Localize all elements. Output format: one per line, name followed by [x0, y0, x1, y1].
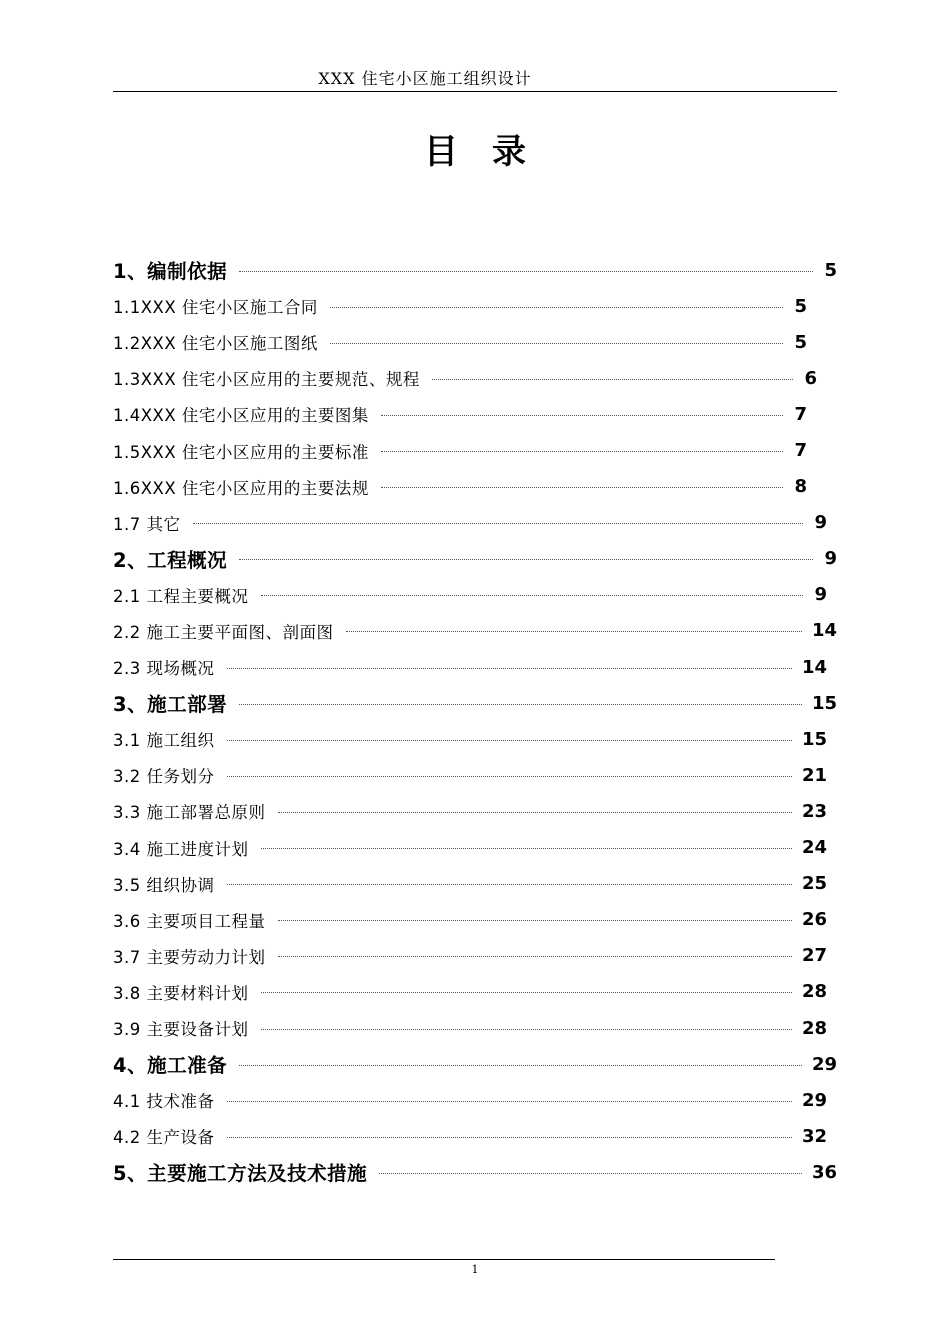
- toc-entry-label: 3.7 主要劳动力计划: [113, 947, 266, 967]
- page-title: 目录: [424, 132, 560, 172]
- toc-entry-label: 3.5 组织协调: [113, 875, 215, 895]
- toc-entry-label: 5、主要施工方法及技术措施: [113, 1162, 368, 1186]
- toc-dot-leader: [261, 595, 804, 596]
- toc-entry-label: 1.3XXX 住宅小区应用的主要规范、规程: [113, 370, 420, 390]
- toc-entry-label: 2.1 工程主要概况: [113, 586, 249, 606]
- toc-entry-label: 2.3 现场概况: [113, 659, 215, 679]
- toc-entry[interactable]: [113, 577, 837, 613]
- toc-entry-label: 1.1XXX 住宅小区施工合同: [113, 298, 318, 318]
- toc-entry-label: 1.4XXX 住宅小区应用的主要图集: [113, 406, 369, 426]
- toc-entry-page: 28: [801, 1017, 827, 1039]
- toc-entry[interactable]: [113, 613, 837, 649]
- toc-dot-leader: [346, 631, 802, 632]
- toc-entry[interactable]: [113, 938, 837, 974]
- toc-entry[interactable]: [113, 1010, 837, 1046]
- toc-dot-leader: [278, 956, 792, 957]
- toc-entry[interactable]: [113, 360, 837, 396]
- toc-dot-leader: [261, 992, 792, 993]
- toc-entry-page: 5: [794, 295, 807, 317]
- toc-entry[interactable]: [113, 252, 837, 288]
- toc-entry[interactable]: [113, 432, 837, 468]
- toc-dot-leader: [330, 307, 783, 308]
- toc-entry[interactable]: [113, 902, 837, 938]
- toc-entry[interactable]: [113, 830, 837, 866]
- toc-dot-leader: [432, 379, 793, 380]
- toc-entry-label: 3.8 主要材料计划: [113, 983, 249, 1003]
- toc-entry-page: 7: [794, 440, 807, 462]
- toc-dot-leader: [330, 343, 783, 344]
- toc-entry-label: 1.5XXX 住宅小区应用的主要标准: [113, 442, 369, 462]
- toc-entry-page: 21: [801, 764, 827, 786]
- toc-entry[interactable]: [113, 974, 837, 1010]
- toc-entry[interactable]: [113, 721, 837, 757]
- toc-entry[interactable]: [113, 1154, 837, 1190]
- toc-dot-leader: [381, 487, 783, 488]
- toc-dot-leader: [227, 740, 792, 741]
- header-rule: [113, 91, 837, 92]
- toc-entry-page: 28: [801, 981, 827, 1003]
- toc-entry-page: 29: [801, 1089, 827, 1111]
- toc-entry-page: 6: [804, 367, 817, 389]
- toc-entry-page: 26: [801, 909, 827, 931]
- toc-entry-page: 14: [801, 656, 827, 678]
- toc-entry-page: 5: [824, 259, 837, 281]
- toc-entry[interactable]: [113, 396, 837, 432]
- toc-entry[interactable]: [113, 1082, 837, 1118]
- toc-entry-page: 14: [811, 620, 837, 642]
- toc-dot-leader: [239, 1065, 802, 1066]
- toc-entry-page: 15: [811, 692, 837, 714]
- toc-entry[interactable]: [113, 649, 837, 685]
- toc-entry-page: 15: [801, 728, 827, 750]
- toc-entry-label: 4.1 技术准备: [113, 1092, 215, 1112]
- toc-entry-page: 9: [814, 584, 827, 606]
- toc-dot-leader: [381, 415, 783, 416]
- toc-entry-label: 2.2 施工主要平面图、剖面图: [113, 622, 334, 642]
- toc-entry-label: 3.3 施工部署总原则: [113, 803, 266, 823]
- toc-entry[interactable]: [113, 324, 837, 360]
- toc-dot-leader: [227, 668, 792, 669]
- toc-entry-label: 4.2 生产设备: [113, 1128, 215, 1148]
- toc-entry-label: 3、施工部署: [113, 693, 228, 717]
- toc-entry-page: 9: [814, 512, 827, 534]
- toc-dot-leader: [227, 776, 792, 777]
- page-number: 1: [471, 1263, 479, 1276]
- toc-dot-leader: [239, 559, 813, 560]
- toc-entry-page: 7: [794, 403, 807, 425]
- toc-entry-label: 1、编制依据: [113, 260, 228, 284]
- toc-entry-label: 1.7 其它: [113, 514, 181, 534]
- toc-entry-label: 3.6 主要项目工程量: [113, 911, 266, 931]
- toc-entry-page: 5: [794, 331, 807, 353]
- toc-entry-label: 3.9 主要设备计划: [113, 1020, 249, 1040]
- toc-entry-page: 9: [824, 548, 837, 570]
- toc-entry-page: 24: [801, 837, 827, 859]
- toc-entry-label: 1.6XXX 住宅小区应用的主要法规: [113, 478, 369, 498]
- toc-entry[interactable]: [113, 757, 837, 793]
- toc-entry[interactable]: [113, 541, 837, 577]
- toc-entry-label: 3.1 施工组织: [113, 731, 215, 751]
- toc-dot-leader: [193, 523, 804, 524]
- toc-entry[interactable]: [113, 866, 837, 902]
- toc-dot-leader: [278, 920, 792, 921]
- footer-rule: [113, 1259, 775, 1260]
- toc-dot-leader: [278, 812, 792, 813]
- toc-entry-label: 3.2 任务划分: [113, 767, 215, 787]
- toc-entry[interactable]: [113, 685, 837, 721]
- toc-entry-page: 25: [801, 873, 827, 895]
- toc-entry[interactable]: [113, 505, 837, 541]
- toc-entry[interactable]: [113, 288, 837, 324]
- running-header: XXX 住宅小区施工组织设计: [318, 69, 532, 88]
- toc-entry[interactable]: [113, 1118, 837, 1154]
- toc-entry-label: 2、工程概况: [113, 548, 228, 572]
- toc-entry[interactable]: [113, 469, 837, 505]
- table-of-contents: [113, 252, 837, 1190]
- toc-dot-leader: [227, 1101, 792, 1102]
- toc-entry-page: 36: [811, 1161, 837, 1183]
- toc-dot-leader: [227, 884, 792, 885]
- toc-entry-label: 3.4 施工进度计划: [113, 839, 249, 859]
- toc-dot-leader: [261, 848, 792, 849]
- toc-entry-page: 29: [811, 1053, 837, 1075]
- toc-dot-leader: [261, 1029, 792, 1030]
- toc-entry[interactable]: [113, 1046, 837, 1082]
- toc-entry-page: 8: [794, 476, 807, 498]
- toc-dot-leader: [227, 1137, 792, 1138]
- toc-entry[interactable]: [113, 793, 837, 829]
- toc-entry-page: 32: [801, 1125, 827, 1147]
- toc-entry-label: 1.2XXX 住宅小区施工图纸: [113, 334, 318, 354]
- toc-dot-leader: [381, 451, 783, 452]
- toc-dot-leader: [239, 271, 813, 272]
- toc-entry-page: 27: [801, 945, 827, 967]
- toc-dot-leader: [239, 704, 802, 705]
- toc-entry-label: 4、施工准备: [113, 1054, 228, 1078]
- toc-entry-page: 23: [801, 800, 827, 822]
- toc-dot-leader: [379, 1173, 802, 1174]
